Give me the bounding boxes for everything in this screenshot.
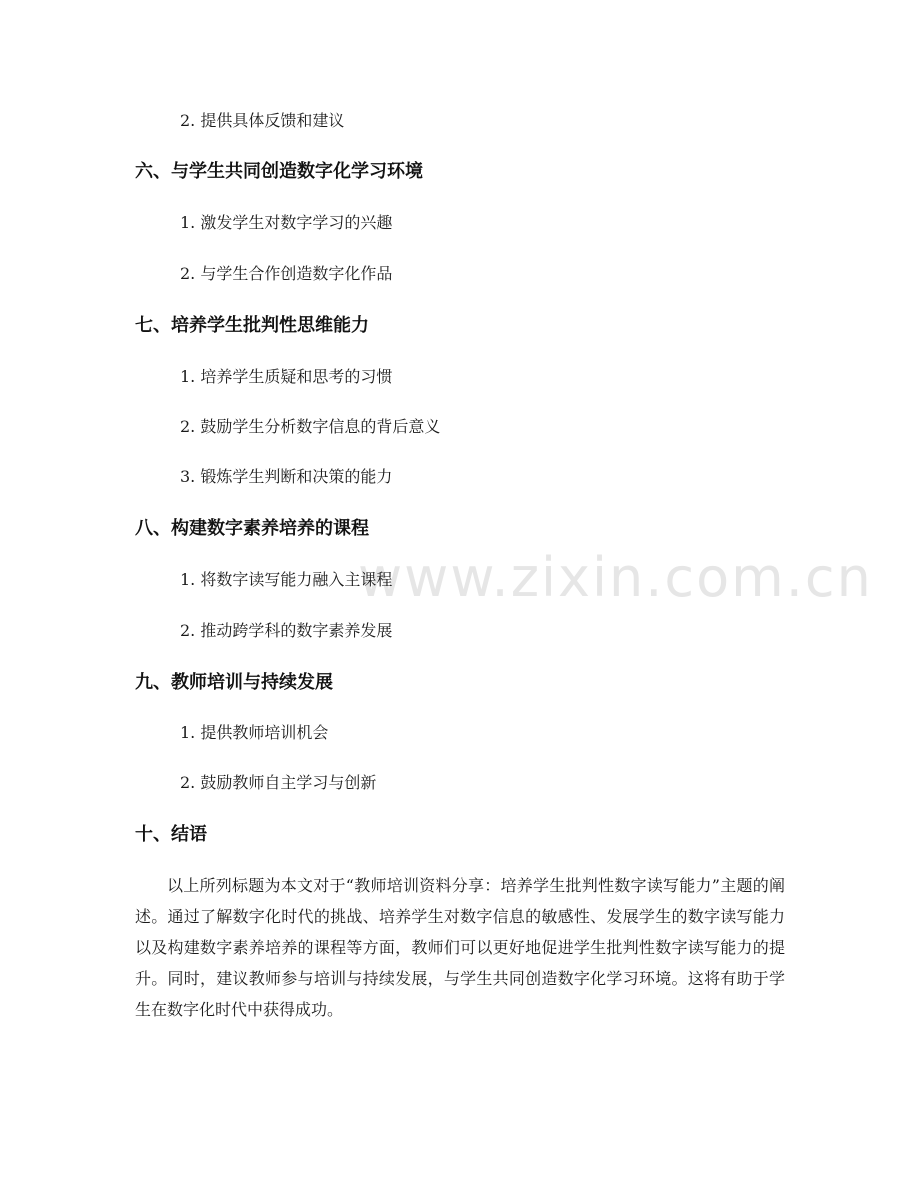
list-item: 2. 推动跨学科的数字素养发展 — [180, 621, 393, 640]
list-item: 3. 锻炼学生判断和决策的能力 — [180, 467, 393, 486]
list-item: 1. 将数字读写能力融入主课程 — [180, 570, 393, 589]
section-heading-7: 七、培养学生批判性思维能力 — [135, 315, 369, 336]
watermark: www.zixin.com.cn — [358, 546, 873, 609]
list-item: 1. 提供教师培训机会 — [180, 723, 329, 742]
conclusion-paragraph: 以上所列标题为本文对于“教师培训资料分享：培养学生批判性数字读写能力”主题的阐述。通过了解数字化时代的挑战、培养学生对数字信息的敏感性、发展学生的数字读写能力以及构建数字素养培养的课程等方面，教师们可以更好地促进学生批判性数字读写能力的提升。同时，建议教师参与培训与持续发展，与学生共同创造数字化学习环境。这将有助于学生在数字化时代中获得成功。 — [135, 876, 785, 1019]
section-heading-10: 十、结语 — [135, 824, 207, 845]
list-item: 1. 激发学生对数字学习的兴趣 — [180, 213, 393, 232]
list-item: 2. 鼓励学生分析数字信息的背后意义 — [180, 417, 441, 436]
section-heading-8: 八、构建数字素养培养的课程 — [135, 518, 369, 539]
section-heading-6: 六、与学生共同创造数字化学习环境 — [135, 161, 423, 182]
section-heading-9: 九、教师培训与持续发展 — [135, 672, 333, 693]
list-item: 2. 与学生合作创造数字化作品 — [180, 264, 393, 283]
list-item: 2. 提供具体反馈和建议 — [180, 111, 345, 130]
list-item: 1. 培养学生质疑和思考的习惯 — [180, 367, 393, 386]
list-item: 2. 鼓励教师自主学习与创新 — [180, 773, 377, 792]
